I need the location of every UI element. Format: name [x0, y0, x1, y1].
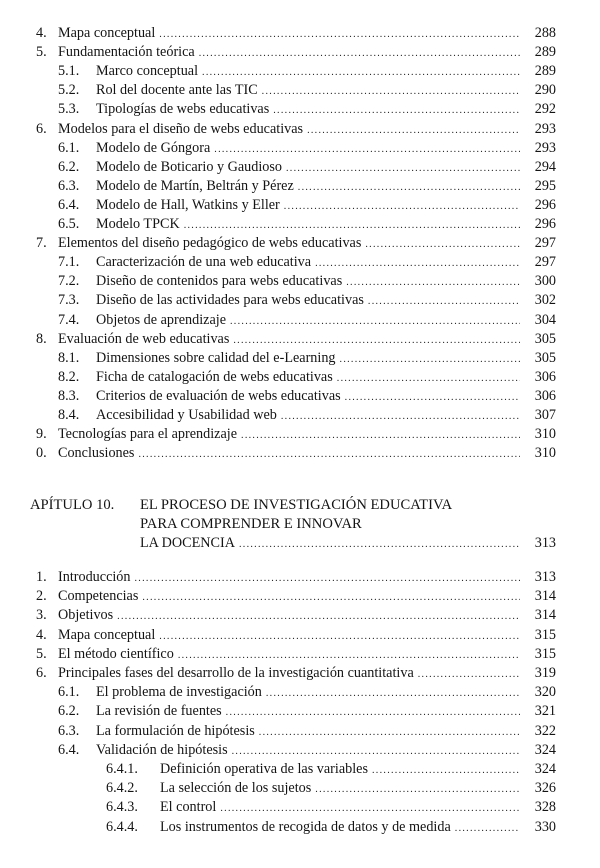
- toc-entry-number: 6.2.: [58, 158, 80, 175]
- toc-entry-page: 293: [534, 139, 556, 156]
- toc-entry-page: 305: [534, 349, 556, 366]
- toc-entry-title: Competencias: [58, 588, 139, 605]
- toc-entry[interactable]: [36, 43, 556, 62]
- toc-entry-page: 320: [534, 684, 556, 701]
- dot-leader: [273, 101, 520, 120]
- toc-entry-number: 7.4.: [58, 311, 80, 328]
- toc-entry-number: 3.: [36, 607, 47, 624]
- toc-entry-number: 7.3.: [58, 292, 80, 309]
- dot-leader: [266, 684, 520, 703]
- dot-leader: [259, 723, 520, 742]
- toc-entry-number: 6.4.4.: [106, 818, 138, 835]
- toc-entry-page: 315: [534, 645, 556, 662]
- dot-leader: [233, 331, 520, 350]
- dot-leader: [178, 646, 520, 665]
- toc-entry-number: 5.: [36, 44, 47, 61]
- toc-entry-number: 6.4.1.: [106, 761, 138, 777]
- toc-entry-title: Elementos del diseño pedagógico de webs educativas: [58, 235, 362, 252]
- toc-entry[interactable]: [36, 120, 556, 139]
- toc-entry[interactable]: [58, 196, 556, 215]
- toc-entry-number: 8.: [36, 330, 47, 347]
- dot-leader: [368, 292, 520, 311]
- toc-entry[interactable]: [58, 272, 556, 291]
- toc-entry-page: 322: [534, 722, 556, 739]
- toc-entry-title: Diseño de las actividades para webs educativas: [96, 292, 364, 309]
- toc-entry-page: 297: [534, 254, 556, 271]
- toc-entry-title: Objetivos: [58, 607, 114, 624]
- toc-entry[interactable]: [58, 349, 556, 368]
- toc-entry[interactable]: [106, 818, 556, 837]
- toc-entry-number: 5.2.: [58, 82, 80, 99]
- toc-entry-page: 307: [534, 407, 556, 423]
- toc-entry-page: 314: [534, 607, 556, 624]
- toc-entry-title: Marco conceptual: [96, 63, 199, 80]
- toc-entry-page: 293: [534, 120, 556, 137]
- toc-entry[interactable]: [106, 779, 556, 798]
- toc-entry-title: Los instrumentos de recogida de datos y de medida: [160, 818, 451, 835]
- toc-entry-title: Evaluación de web educativas: [58, 330, 230, 347]
- toc-entry-number: 4.: [36, 25, 47, 41]
- toc-entry[interactable]: [36, 425, 556, 444]
- toc-entry-page: 319: [534, 665, 556, 681]
- toc-entry[interactable]: [58, 81, 556, 100]
- toc-entry[interactable]: [36, 234, 556, 253]
- toc-entry-number: 6.4.2.: [106, 780, 138, 797]
- toc-entry-page: 306: [534, 368, 556, 385]
- toc-entry-number: 8.1.: [58, 349, 80, 366]
- dot-leader: [226, 703, 520, 722]
- dot-leader: [455, 819, 520, 838]
- chapter-title-row[interactable]: [140, 534, 556, 553]
- toc-entry-page: 310: [534, 426, 556, 443]
- toc-entry[interactable]: [58, 62, 556, 81]
- toc-entry-number: 6.2.: [58, 703, 80, 720]
- toc-entry[interactable]: [36, 24, 556, 43]
- toc-entry-number: 6.3.: [58, 722, 80, 739]
- toc-entry-number: 8.3.: [58, 387, 80, 404]
- toc-entry[interactable]: [58, 253, 556, 272]
- toc-entry-number: 9.: [36, 426, 47, 443]
- toc-entry-number: 5.1.: [58, 63, 80, 80]
- toc-entry-title: Mapa conceptual: [58, 626, 156, 643]
- toc-entry-title: La selección de los sujetos: [160, 780, 312, 797]
- toc-entry-number: 6.4.: [58, 741, 80, 758]
- toc-entry[interactable]: [36, 568, 556, 587]
- toc-entry[interactable]: [58, 158, 556, 177]
- toc-entry-title: El método científico: [58, 645, 174, 662]
- toc-entry-page: 296: [534, 216, 556, 232]
- chapter-title-line-3: LA DOCENCIA: [140, 535, 235, 551]
- toc-entry-number: 8.2.: [58, 368, 80, 385]
- toc-entry[interactable]: [58, 291, 556, 310]
- toc-entry-number: 2.: [36, 588, 47, 605]
- toc-entry[interactable]: [58, 100, 556, 119]
- toc-entry-title: Definición operativa de las variables: [160, 761, 368, 777]
- toc-entry-number: 6.4.3.: [106, 799, 138, 816]
- dot-leader: [117, 607, 520, 626]
- toc-entry[interactable]: [58, 702, 556, 721]
- dot-leader: [138, 445, 520, 464]
- toc-entry-title: Introducción: [58, 569, 131, 585]
- toc-entry-page: 321: [534, 703, 556, 720]
- toc-entry-page: 306: [534, 387, 556, 404]
- toc-entry-page: 292: [534, 101, 556, 118]
- toc-entry[interactable]: [36, 330, 556, 349]
- toc-entry-number: 6.1.: [58, 684, 80, 701]
- dot-leader: [220, 799, 520, 818]
- chapter-page-number: 313: [534, 535, 556, 551]
- toc-entry-page: 300: [534, 273, 556, 290]
- toc-entry[interactable]: [36, 664, 556, 683]
- toc-entry-title: Modelo de Boticario y Gaudioso: [96, 158, 282, 175]
- toc-entry-number: 6.4.: [58, 196, 80, 213]
- toc-entry-page: 290: [534, 82, 556, 99]
- toc-entry[interactable]: [58, 139, 556, 158]
- toc-entry-title: Accesibilidad y Usabilidad web: [96, 407, 277, 423]
- toc-entry[interactable]: [36, 444, 556, 463]
- toc-entry-number: 7.: [36, 235, 47, 252]
- toc-entry-page: 294: [534, 158, 556, 175]
- toc-entry-page: 296: [534, 196, 556, 213]
- dot-leader: [346, 273, 520, 292]
- toc-entry-title: Rol del docente ante las TIC: [96, 82, 258, 99]
- chapter-title-line-2: PARA COMPRENDER E INNOVAR: [140, 516, 362, 532]
- dot-leader: [315, 254, 520, 273]
- toc-entry[interactable]: [58, 741, 556, 760]
- toc-entry-title: Validación de hipótesis: [96, 741, 228, 758]
- toc-entry-number: 6.5.: [58, 216, 80, 232]
- dot-leader: [340, 350, 520, 369]
- dot-leader: [202, 63, 520, 82]
- dot-leader: [135, 569, 521, 588]
- toc-entry-number: 6.: [36, 665, 47, 681]
- toc-entry-number: 7.2.: [58, 273, 80, 290]
- dot-leader: [337, 369, 520, 388]
- toc-entry-title: El problema de investigación: [96, 684, 262, 701]
- toc-entry-number: 1.: [36, 569, 47, 585]
- toc-entry[interactable]: [58, 722, 556, 741]
- dot-leader: [345, 388, 520, 407]
- toc-entry-title: Fundamentación teórica: [58, 44, 195, 61]
- toc-entry-page: 315: [534, 626, 556, 643]
- toc-entry[interactable]: [58, 177, 556, 196]
- toc-entry[interactable]: [36, 626, 556, 645]
- toc-entry-page: 305: [534, 330, 556, 347]
- toc-entry-page: 326: [534, 780, 556, 797]
- toc-entry[interactable]: [58, 215, 556, 234]
- toc-entry-title: Ficha de catalogación de webs educativas: [96, 368, 333, 385]
- toc-entry-number: 6.3.: [58, 177, 80, 194]
- toc-entry-title: Objetos de aprendizaje: [96, 311, 226, 328]
- toc-entry[interactable]: [106, 760, 556, 779]
- chapter-title-line-1: EL PROCESO DE INVESTIGACIÓN EDUCATIVA: [140, 497, 453, 513]
- toc-entry-title: La formulación de hipótesis: [96, 722, 255, 739]
- toc-entry-page: 324: [534, 761, 556, 777]
- toc-entry-title: Criterios de evaluación de webs educativas: [96, 387, 341, 404]
- toc-entry-page: 288: [534, 25, 556, 41]
- toc-entry-page: 324: [534, 741, 556, 758]
- toc-entry-page: 297: [534, 235, 556, 252]
- toc-entry-title: Mapa conceptual: [58, 25, 156, 41]
- dot-leader: [418, 665, 520, 684]
- dot-leader: [262, 82, 520, 101]
- toc-entry-page: 314: [534, 588, 556, 605]
- toc-entry-number: 4.: [36, 626, 47, 643]
- dot-leader: [281, 407, 520, 426]
- dot-leader: [159, 627, 520, 646]
- toc-entry[interactable]: [58, 387, 556, 406]
- toc-entry-title: Tecnologías para el aprendizaje: [58, 426, 238, 443]
- toc-entry[interactable]: [58, 683, 556, 702]
- toc-entry-number: 0.: [36, 445, 47, 462]
- dot-leader: [199, 44, 520, 63]
- toc-entry-page: 289: [534, 63, 556, 80]
- toc-entry-page: 310: [534, 445, 556, 462]
- dot-leader: [284, 197, 520, 216]
- toc-entry-page: 328: [534, 799, 556, 816]
- toc-entry-title: Modelos para el diseño de webs educativas: [58, 120, 304, 137]
- toc-entry-number: 8.4.: [58, 407, 80, 423]
- toc-entry-number: 5.: [36, 645, 47, 662]
- toc-entry-title: La revisión de fuentes: [96, 703, 222, 720]
- dot-leader: [286, 159, 520, 178]
- toc-entry-page: 295: [534, 177, 556, 194]
- toc-entry-title: Tipologías de webs educativas: [96, 101, 270, 118]
- toc-entry[interactable]: [36, 606, 556, 625]
- toc-entry-title: Diseño de contenidos para webs educativas: [96, 273, 343, 290]
- toc-entry-title: Modelo de Góngora: [96, 139, 211, 156]
- toc-entry-page: 330: [534, 818, 556, 835]
- toc-entry[interactable]: [58, 311, 556, 330]
- toc-entry-page: 302: [534, 292, 556, 309]
- toc-entry[interactable]: [58, 368, 556, 387]
- dot-leader: [307, 121, 520, 140]
- toc-entry-title: Modelo de Martín, Beltrán y Pérez: [96, 177, 294, 194]
- toc-entry-title: Principales fases del desarrollo de la investigación cuantitativa: [58, 665, 414, 681]
- dot-leader: [315, 780, 520, 799]
- toc-entry-title: Modelo de Hall, Watkins y Eller: [96, 196, 280, 213]
- toc-entry-page: 289: [534, 44, 556, 61]
- toc-entry[interactable]: [36, 587, 556, 606]
- dot-leader: [230, 312, 520, 331]
- toc-entry-number: 6.1.: [58, 139, 80, 156]
- toc-entry[interactable]: [58, 406, 556, 425]
- toc-entry[interactable]: [36, 645, 556, 664]
- toc-entry[interactable]: [106, 798, 556, 817]
- toc-entry-number: 7.1.: [58, 254, 80, 271]
- dot-leader: [142, 588, 520, 607]
- chapter-label: APÍTULO 10.: [30, 497, 115, 513]
- dot-leader: [372, 761, 520, 780]
- toc-entry-page: 313: [534, 569, 556, 585]
- toc-entry-title: Modelo TPCK: [96, 216, 180, 232]
- dot-leader: [298, 178, 520, 197]
- dot-leader: [365, 235, 520, 254]
- toc-entry-title: Conclusiones: [58, 445, 135, 462]
- toc-entry-title: Caracterización de una web educativa: [96, 254, 312, 271]
- toc-entry-number: 6.: [36, 120, 47, 137]
- toc-entry-number: 5.3.: [58, 101, 80, 118]
- toc-entry-title: El control: [160, 799, 217, 816]
- dot-leader: [241, 426, 520, 445]
- dot-leader: [214, 140, 520, 159]
- toc-entry-title: Dimensiones sobre calidad del e-Learning: [96, 349, 336, 366]
- dot-leader: [159, 25, 520, 44]
- toc-entry-page: 304: [534, 311, 556, 328]
- dot-leader: [184, 216, 520, 235]
- dot-leader: [239, 535, 520, 554]
- dot-leader: [232, 742, 520, 761]
